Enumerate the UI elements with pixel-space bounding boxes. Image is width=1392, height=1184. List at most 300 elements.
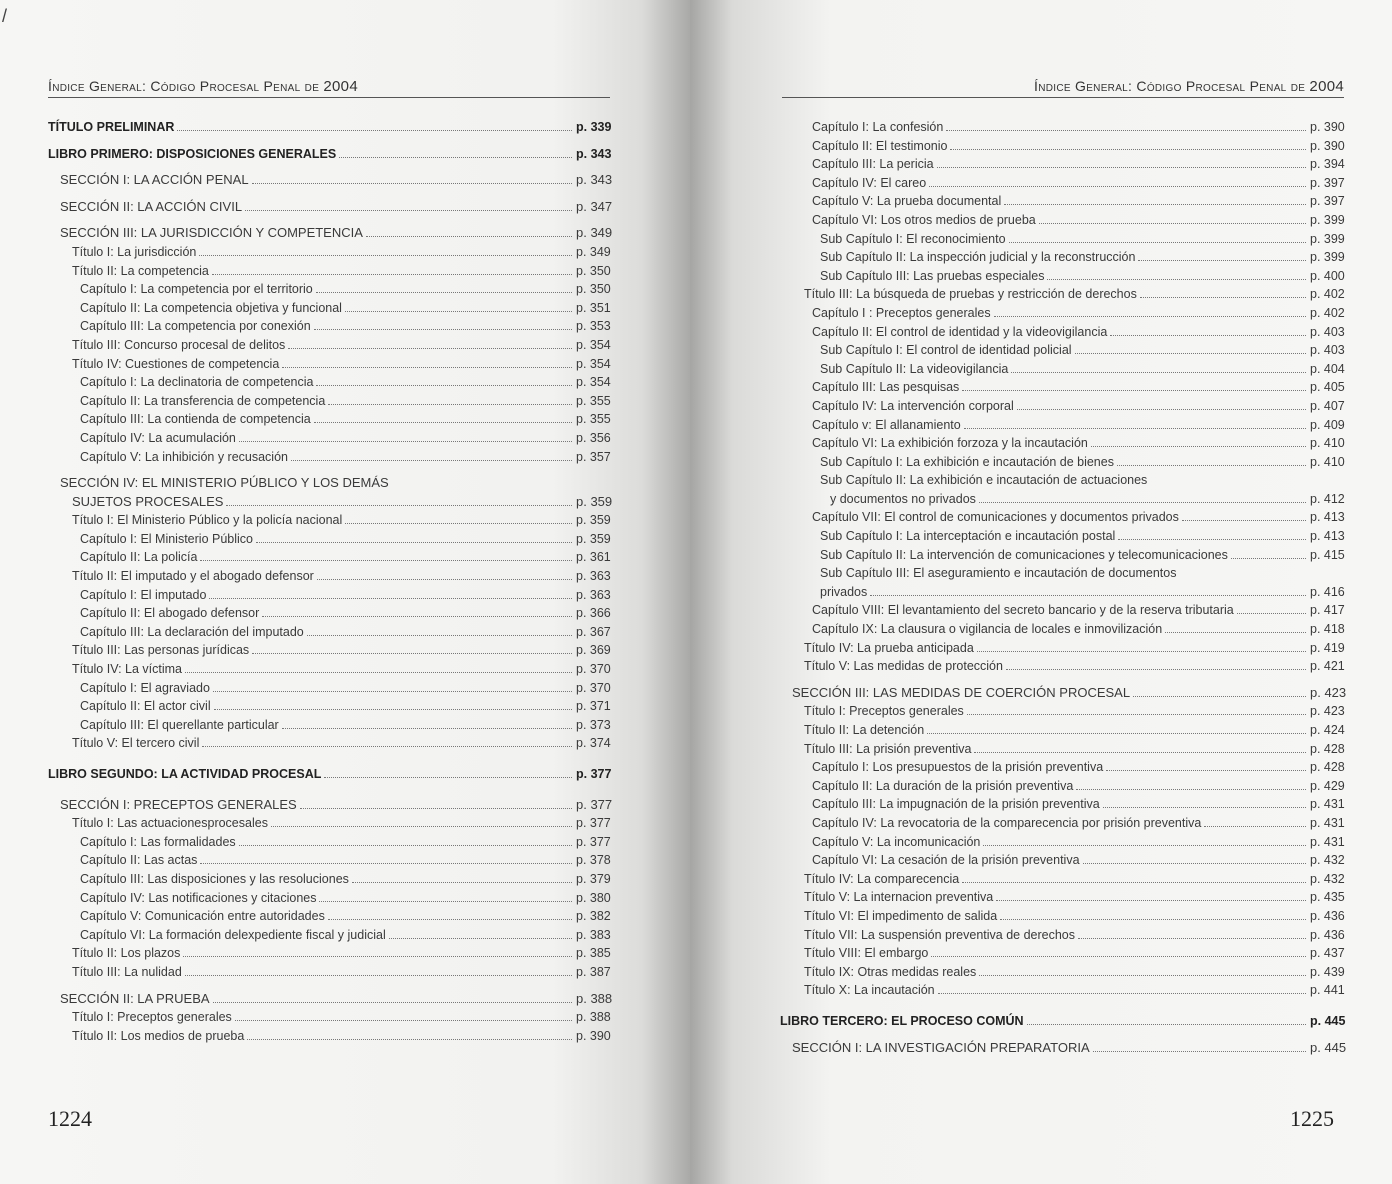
- dot-leader: [213, 1002, 572, 1003]
- toc-entry: [48, 765, 610, 784]
- dot-leader: [1000, 919, 1306, 920]
- toc-entry-title: Capítulo II: El testimonio: [812, 138, 948, 153]
- toc-entry: [780, 721, 1344, 740]
- toc-entry-title: Título I: El Ministerio Público y la policía nacional: [72, 513, 343, 528]
- toc-entry-title: Capítulo I: La competencia por el territorio: [80, 282, 313, 297]
- toc-entry: [780, 657, 1344, 676]
- toc-entry: [780, 601, 1344, 620]
- dot-leader: [1117, 465, 1306, 466]
- dot-leader: [1004, 204, 1306, 205]
- dot-leader: [1039, 223, 1306, 224]
- toc-entry-title: Capítulo V: La incomunicación: [812, 834, 981, 849]
- toc-entry-title: Capítulo V: Comunicación entre autoridades: [80, 909, 325, 924]
- dot-leader: [177, 130, 572, 131]
- toc-entry-page: p. 377: [576, 767, 612, 781]
- header-year: 2004: [323, 78, 358, 95]
- toc-entry: [48, 548, 610, 567]
- dot-leader: [245, 210, 572, 211]
- toc-spacer: [780, 1031, 1344, 1039]
- toc-entry-title: Capítulo II: La transferencia de competencia: [80, 393, 326, 408]
- toc-entry-title: Capítulo v: El allanamiento: [812, 417, 961, 432]
- toc-entry-title: Título I: Preceptos generales: [804, 704, 964, 719]
- toc-spacer: [48, 137, 610, 145]
- toc-spacer: [780, 1000, 1344, 1012]
- toc-entry-page: p. 366: [576, 606, 611, 621]
- toc-entry-page: p. 417: [1310, 603, 1345, 618]
- toc-entry-title: Sub Capítulo II: La exhibición e incautación de actuaciones: [820, 473, 1148, 488]
- dot-leader: [328, 919, 572, 920]
- toc-entry-page: p. 402: [1310, 305, 1345, 320]
- toc-entry-title: Capítulo II: El control de identidad y la videovigilancia: [812, 324, 1108, 339]
- dot-leader: [1165, 632, 1306, 633]
- toc-entry-title: Capítulo III: La competencia por conexión: [80, 319, 311, 334]
- toc-entry-title: LIBRO PRIMERO: DISPOSICIONES GENERALES: [48, 146, 337, 161]
- dot-leader: [870, 595, 1306, 596]
- dot-leader: [1110, 335, 1306, 336]
- dot-leader: [366, 236, 572, 237]
- toc-entry: [48, 851, 610, 870]
- toc-entry: [780, 174, 1344, 193]
- toc-entry-title: Capítulo II: Las actas: [80, 853, 198, 868]
- toc-entry-page: p. 363: [576, 569, 611, 584]
- toc-entry: [780, 508, 1344, 527]
- toc-entry-title: Capítulo II: La duración de la prisión preventiva: [812, 778, 1074, 793]
- toc-entry-title: Sub Capítulo I: El reconocimiento: [820, 231, 1006, 246]
- dot-leader: [1231, 558, 1306, 559]
- toc-entry-page: p. 410: [1310, 436, 1345, 451]
- toc-entry-title: Título V: Las medidas de protección: [804, 659, 1003, 674]
- toc-entry-title: Capítulo III: La contienda de competencia: [80, 412, 311, 427]
- toc-entry-page: p. 407: [1310, 398, 1345, 413]
- toc-entry-page: p. 431: [1310, 815, 1345, 830]
- toc-entry: [780, 397, 1344, 416]
- dot-leader: [226, 505, 572, 506]
- toc-entry-title: Capítulo III: La pericia: [812, 157, 934, 172]
- toc-entry-page: p. 385: [576, 946, 611, 961]
- dot-leader: [979, 975, 1306, 976]
- toc-entry-title: SECCIÓN II: LA PRUEBA: [60, 990, 210, 1006]
- toc-entry-page: p. 371: [576, 699, 611, 714]
- toc-entry-title: Título IV: La víctima: [72, 662, 182, 677]
- toc-entry-page: p. 378: [576, 853, 611, 868]
- toc-entry-page: p. 412: [1310, 491, 1345, 506]
- page-number-left: 1224: [48, 1106, 92, 1131]
- toc-entry-title: Capítulo V: La inhibición y recusación: [80, 449, 288, 464]
- toc-entry: [48, 145, 610, 164]
- toc-entry-page: p. 390: [1310, 138, 1345, 153]
- toc-entry-title: Capítulo I: La confesión: [812, 120, 944, 134]
- toc-entry: [48, 336, 610, 355]
- dot-leader: [328, 404, 572, 405]
- toc-entry-page: p. 402: [1310, 287, 1345, 302]
- toc-entry-page: p. 435: [1310, 890, 1345, 905]
- toc-entry-title: Capítulo IV: La revocatoria de la comparecencia por prisión preventiva: [812, 815, 1202, 830]
- toc-entry: [780, 1012, 1344, 1031]
- toc-entry-page: p. 432: [1310, 853, 1345, 868]
- toc-entry-title: Capítulo I: El Ministerio Público: [80, 531, 253, 546]
- toc-entry-title: Título III: La nulidad: [72, 964, 182, 979]
- toc-entry: [48, 567, 610, 586]
- toc-entry: [780, 564, 1344, 583]
- dot-leader: [1103, 807, 1306, 808]
- dot-leader: [1093, 1051, 1306, 1052]
- dot-leader: [983, 845, 1306, 846]
- toc-entry-page: p. 357: [576, 449, 611, 464]
- dot-leader: [1075, 353, 1306, 354]
- dot-leader: [1076, 789, 1306, 790]
- toc-entry: [780, 963, 1344, 982]
- toc-entry-title: Capítulo IV: La intervención corporal: [812, 398, 1014, 413]
- toc-entry: [48, 198, 613, 217]
- toc-entry-title: LIBRO SEGUNDO: LA ACTIVIDAD PROCESAL: [48, 767, 322, 781]
- toc-entry-page: p. 354: [576, 337, 611, 352]
- dot-leader: [339, 157, 572, 158]
- toc-entry-page: p. 387: [576, 964, 611, 979]
- toc-entry-page: p. 369: [576, 643, 611, 658]
- toc-entry: [780, 833, 1344, 852]
- toc-entry-page: p. 439: [1310, 964, 1345, 979]
- toc-entry: [780, 416, 1344, 435]
- toc-entry-title: Capítulo IV: La acumulación: [80, 430, 236, 445]
- toc-entry-title: Título III: La prisión preventiva: [804, 741, 972, 756]
- toc-entry-page: p. 355: [576, 393, 611, 408]
- toc-entry-page: p. 354: [576, 375, 611, 390]
- toc-entry-title: Capítulo II: La policía: [80, 550, 198, 565]
- toc-entry-page: p. 383: [576, 927, 611, 942]
- dot-leader: [994, 316, 1306, 317]
- dot-leader: [929, 186, 1306, 187]
- toc-entry-title: Capítulo II: El actor civil: [80, 699, 211, 714]
- toc-entry: [48, 697, 610, 716]
- toc-entry-title: SECCIÓN III: LAS MEDIDAS DE COERCIÓN PROCESAL: [792, 684, 1131, 700]
- toc-entry-title: SECCIÓN I: LA INVESTIGACIÓN PREPARATORIA: [792, 1039, 1090, 1055]
- toc-entry-title: Sub Capítulo I: La interceptación e incautación postal: [820, 529, 1116, 544]
- toc-spacer: [48, 216, 610, 224]
- dot-leader: [185, 672, 572, 673]
- toc-entry: [780, 907, 1344, 926]
- toc-entry-title: LIBRO TERCERO: EL PROCESO COMÚN: [780, 1013, 1024, 1028]
- toc-entry: [780, 118, 1344, 137]
- dot-leader: [288, 348, 572, 349]
- toc-entry-page: p. 399: [1310, 212, 1345, 227]
- toc-entry-title: Capítulo IV: Las notificaciones y citaciones: [80, 890, 317, 905]
- toc-entry: [780, 814, 1344, 833]
- toc-entry: [48, 171, 613, 190]
- toc-entry-title: Título II: Los plazos: [72, 946, 181, 961]
- toc-entry-title: Sub Capítulo III: El aseguramiento e incautación de documentos: [820, 566, 1177, 581]
- toc-entry: [48, 641, 610, 660]
- toc-entry-page: p. 353: [576, 319, 611, 334]
- toc-right: [780, 118, 1347, 1057]
- toc-entry: [48, 355, 610, 374]
- dot-leader: [200, 863, 572, 864]
- dot-leader: [213, 691, 572, 692]
- toc-entry-page: p. 432: [1310, 871, 1345, 886]
- toc-entry-title: Capítulo I: El imputado: [80, 587, 207, 602]
- toc-entry-title: Capítulo I : Preceptos generales: [812, 305, 991, 320]
- toc-entry-page: p. 343: [576, 172, 613, 188]
- toc-entry-page: p. 349: [576, 244, 611, 259]
- dot-leader: [200, 560, 572, 561]
- toc-entry-title: Título III: La búsqueda de pruebas y restricción de derechos: [804, 287, 1137, 302]
- dot-leader: [1017, 409, 1306, 410]
- toc-entry-title: Título V: La internacion preventiva: [804, 890, 994, 905]
- toc-entry-title: Título I: La jurisdicción: [72, 244, 197, 259]
- header-year: 2004: [1309, 78, 1344, 95]
- dot-leader: [185, 975, 572, 976]
- toc-entry-title: Título VIII: El embargo: [804, 946, 929, 961]
- dot-leader: [1182, 520, 1306, 521]
- toc-entry: [48, 963, 610, 982]
- toc-entry-page: p. 367: [576, 624, 611, 639]
- toc-entry-page: p. 421: [1310, 659, 1345, 674]
- toc-entry-page: p. 399: [1310, 231, 1345, 246]
- pencil-mark: /: [2, 6, 8, 26]
- toc-entry: [780, 471, 1344, 490]
- toc-entry: [780, 360, 1344, 379]
- toc-entry-title: Capítulo II: El abogado defensor: [80, 606, 260, 621]
- toc-entry-title: Capítulo VI: Los otros medios de prueba: [812, 212, 1036, 227]
- toc-entry-page: p. 404: [1310, 361, 1345, 376]
- toc-entry-title: Título II: La competencia: [72, 263, 209, 278]
- toc-entry: [48, 317, 610, 336]
- toc-entry-title: y documentos no privados: [830, 491, 976, 506]
- dot-leader: [345, 523, 572, 524]
- dot-leader: [314, 422, 572, 423]
- toc-entry: [780, 926, 1344, 945]
- toc-entry-page: p. 403: [1310, 324, 1345, 339]
- header-title: Índice General: Código Procesal Penal de: [48, 78, 320, 94]
- toc-entry-title: Título III: Las personas jurídicas: [72, 643, 250, 658]
- toc-entry: [48, 299, 610, 318]
- dot-leader: [1138, 260, 1306, 261]
- toc-entry: [780, 341, 1344, 360]
- toc-spacer: [48, 784, 610, 796]
- toc-entry-page: p. 428: [1310, 741, 1345, 756]
- dot-leader: [1204, 826, 1306, 827]
- toc-entry-title: Capítulo VII: El control de comunicaciones y documentos privados: [812, 510, 1179, 525]
- toc-entry-title: Capítulo VI: La cesación de la prisión preventiva: [812, 853, 1080, 868]
- toc-entry-page: p. 445: [1310, 1013, 1346, 1028]
- dot-leader: [300, 808, 572, 809]
- toc-entry: [48, 870, 610, 889]
- toc-entry: [780, 323, 1344, 342]
- toc-entry-title: Capítulo VI: La exhibición forzoza y la incautación: [812, 436, 1088, 451]
- toc-left: [48, 118, 613, 1045]
- dot-leader: [1006, 669, 1306, 670]
- dot-leader: [931, 956, 1306, 957]
- toc-entry-title: Título IV: La comparecencia: [804, 871, 960, 886]
- toc-entry: [780, 490, 1344, 509]
- toc-entry-title: Sub Capítulo II: La videovigilancia: [820, 361, 1009, 376]
- dot-leader: [352, 882, 572, 883]
- toc-entry: [780, 758, 1344, 777]
- toc-entry-title: Título II: La detención: [804, 723, 925, 737]
- toc-entry: [780, 870, 1344, 889]
- dot-leader: [937, 167, 1306, 168]
- toc-entry: [780, 155, 1344, 174]
- toc-spacer: [48, 190, 610, 198]
- toc-entry-title: Capítulo I: El agraviado: [80, 680, 210, 695]
- toc-entry: [48, 833, 610, 852]
- toc-entry: [780, 434, 1344, 453]
- toc-entry: [780, 684, 1347, 703]
- dot-leader: [1011, 372, 1306, 373]
- toc-entry-page: p. 377: [576, 834, 611, 849]
- toc-entry-title: Título I: Las actuacionesprocesales: [72, 816, 268, 831]
- toc-entry: [48, 796, 613, 815]
- toc-entry: [780, 702, 1344, 721]
- dot-leader: [967, 714, 1306, 715]
- toc-entry: [48, 907, 610, 926]
- toc-entry: [780, 583, 1344, 602]
- dot-leader: [239, 845, 572, 846]
- toc-entry-page: p. 419: [1310, 640, 1345, 655]
- dot-leader: [345, 311, 572, 312]
- toc-entry: [48, 373, 610, 392]
- toc-entry-page: p. 380: [576, 890, 611, 905]
- page-number-right: 1225: [1290, 1106, 1334, 1131]
- toc-entry: [780, 851, 1344, 870]
- toc-entry-page: p. 359: [576, 531, 611, 546]
- dot-leader: [1027, 1024, 1306, 1025]
- dot-leader: [1009, 242, 1306, 243]
- toc-entry-page: p. 394: [1310, 157, 1345, 172]
- toc-entry-page: p. 363: [576, 587, 611, 602]
- toc-entry-title: SECCIÓN IV: EL MINISTERIO PÚBLICO Y LOS DEMÁS: [60, 475, 389, 491]
- toc-entry: [780, 740, 1344, 759]
- dot-leader: [252, 653, 572, 654]
- dot-leader: [1237, 613, 1306, 614]
- toc-entry-title: Capítulo III: Las pesquisas: [812, 380, 960, 395]
- toc-entry: [48, 493, 613, 512]
- toc-entry-title: Título IV: La prueba anticipada: [804, 640, 974, 655]
- toc-entry: [48, 1008, 610, 1027]
- toc-entry: [48, 280, 610, 299]
- toc-entry: [48, 889, 610, 908]
- toc-entry-page: p. 379: [576, 871, 611, 886]
- dot-leader: [974, 752, 1306, 753]
- toc-entry-title: Capítulo IX: La clausura o vigilancia de locales e inmovilización: [812, 622, 1163, 637]
- toc-entry-page: p. 410: [1310, 454, 1345, 469]
- left-page: [0, 0, 690, 1184]
- toc-entry-page: p. 399: [1310, 250, 1345, 265]
- toc-entry-page: p. 354: [576, 356, 611, 371]
- dot-leader: [183, 956, 572, 957]
- toc-entry: [780, 777, 1344, 796]
- toc-entry: [48, 392, 610, 411]
- toc-entry: [48, 604, 610, 623]
- toc-entry-page: p. 343: [576, 146, 612, 161]
- toc-entry: [48, 243, 610, 262]
- toc-entry-page: p. 350: [576, 282, 611, 297]
- toc-entry-title: TÍTULO PRELIMINAR: [48, 120, 175, 134]
- dot-leader: [271, 826, 572, 827]
- toc-entry-page: p. 359: [576, 493, 613, 509]
- toc-entry: [780, 981, 1344, 1000]
- toc-entry-title: Capítulo I: Las formalidades: [80, 834, 236, 849]
- toc-entry-page: p. 428: [1310, 760, 1345, 775]
- dot-leader: [1091, 446, 1306, 447]
- toc-entry: [780, 192, 1344, 211]
- toc-entry-page: p. 400: [1310, 268, 1345, 283]
- toc-entry: [48, 474, 610, 493]
- toc-entry-page: p. 429: [1310, 778, 1345, 793]
- dot-leader: [1140, 297, 1306, 298]
- toc-entry-title: Título IX: Otras medidas reales: [804, 964, 977, 979]
- dot-leader: [1047, 279, 1306, 280]
- dot-leader: [324, 777, 572, 778]
- toc-entry-title: Sub Capítulo II: La intervención de comunicaciones y telecomunicaciones: [820, 547, 1228, 562]
- toc-entry-page: p. 361: [576, 550, 611, 565]
- dot-leader: [1118, 539, 1306, 540]
- toc-entry-page: p. 390: [1310, 120, 1345, 134]
- right-page: [690, 0, 1392, 1184]
- toc-entry: [48, 660, 610, 679]
- toc-entry-page: p. 339: [576, 120, 612, 134]
- dot-leader: [247, 1039, 572, 1040]
- toc-entry-page: p. 445: [1310, 1039, 1347, 1055]
- toc-entry: [48, 1027, 610, 1046]
- dot-leader: [239, 441, 572, 442]
- toc-entry-title: Capítulo III: La declaración del imputado: [80, 624, 304, 639]
- dot-leader: [317, 579, 572, 580]
- dot-leader: [927, 733, 1306, 734]
- dot-leader: [282, 367, 572, 368]
- toc-entry-page: p. 373: [576, 717, 611, 732]
- toc-entry-page: p. 418: [1310, 622, 1345, 637]
- toc-entry-title: Capítulo VI: La formación delexpediente fiscal y judicial: [80, 927, 386, 942]
- toc-entry-page: p. 390: [576, 1028, 611, 1043]
- dot-leader: [1133, 696, 1306, 697]
- toc-entry: [780, 1039, 1347, 1058]
- toc-spacer: [48, 982, 610, 990]
- toc-entry-page: p. 424: [1310, 723, 1345, 737]
- dot-leader: [209, 598, 572, 599]
- toc-entry-title: SECCIÓN I: PRECEPTOS GENERALES: [60, 796, 297, 812]
- toc-entry: [780, 378, 1344, 397]
- toc-spacer: [48, 466, 610, 474]
- dot-leader: [996, 900, 1306, 901]
- dot-leader: [282, 728, 572, 729]
- toc-entry-title: Capítulo III: Las disposiciones y las resoluciones: [80, 871, 349, 886]
- dot-leader: [212, 274, 572, 275]
- toc-entry-page: p. 356: [576, 430, 611, 445]
- dot-leader: [962, 390, 1306, 391]
- toc-entry-title: Sub Capítulo I: El control de identidad policial: [820, 343, 1072, 358]
- toc-entry-page: p. 415: [1310, 547, 1345, 562]
- toc-entry-title: Sub Capítulo III: Las pruebas especiales: [820, 268, 1045, 283]
- toc-entry-page: p. 436: [1310, 908, 1345, 923]
- toc-entry: [48, 530, 610, 549]
- toc-entry: [780, 285, 1344, 304]
- toc-entry-title: Título II: El imputado y el abogado defensor: [72, 569, 314, 584]
- toc-entry-page: p. 436: [1310, 927, 1345, 942]
- toc-spacer: [48, 753, 610, 765]
- dot-leader: [950, 149, 1306, 150]
- toc-entry: [48, 679, 610, 698]
- toc-entry: [48, 118, 610, 137]
- toc-entry: [48, 623, 610, 642]
- toc-entry-title: SUJETOS PROCESALES: [72, 493, 224, 509]
- toc-entry: [780, 248, 1344, 267]
- toc-entry: [48, 429, 610, 448]
- toc-entry-title: Título II: Los medios de prueba: [72, 1028, 245, 1043]
- toc-entry-page: p. 431: [1310, 834, 1345, 849]
- toc-entry: [48, 944, 610, 963]
- toc-entry: [780, 944, 1344, 963]
- toc-entry: [48, 734, 610, 753]
